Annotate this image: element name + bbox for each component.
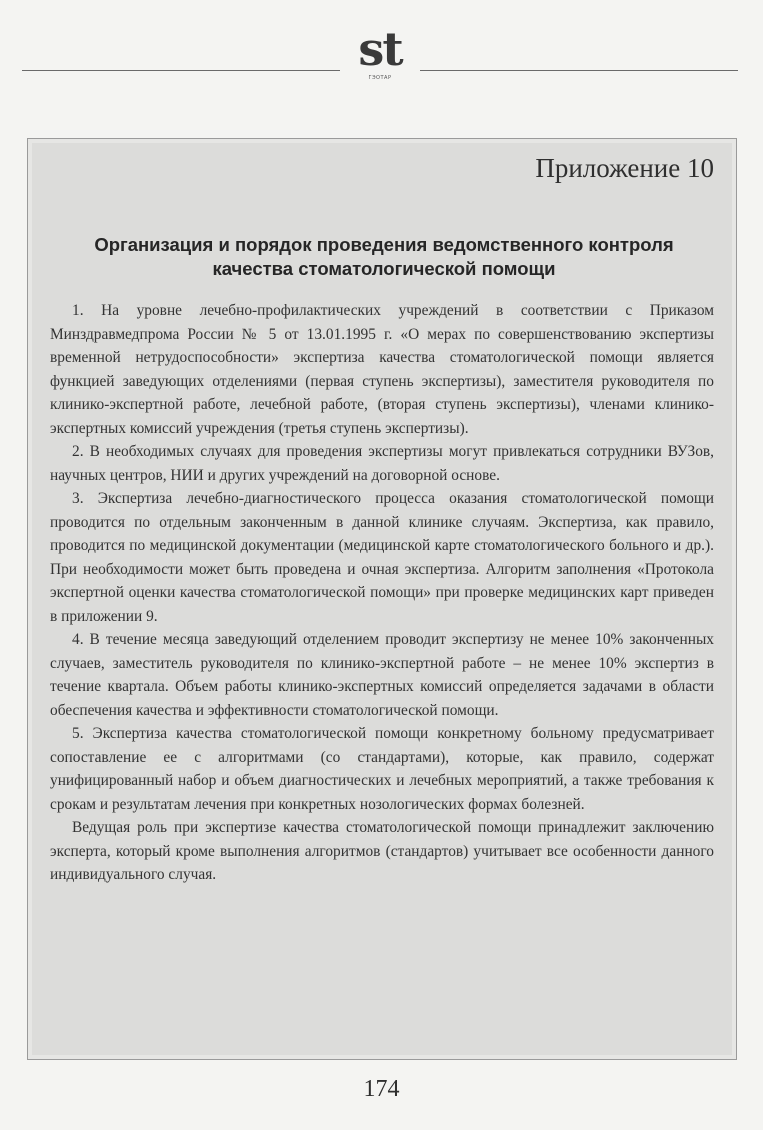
logo-mark: st	[358, 22, 402, 76]
header-rule-right	[420, 70, 738, 71]
paragraph-4: 4. В течение месяца заведующий отделением проводит экспертизу не менее 10% законченных случаев, заместитель руководителя по клинико-экспертной работе – не менее 10% экспертиз в течение квартала. Объем работы клинико-экспертных комиссий определяется задачами в области обеспечения качества и эффективности стоматологической помощи.	[50, 631, 714, 719]
page-number: 174	[363, 1076, 400, 1102]
logo-subtext: ГЭОТАР	[368, 75, 392, 81]
document-title: Организация и порядок проведения ведомственного контроля качества стоматологической помощи	[94, 234, 674, 279]
publisher-logo	[340, 18, 420, 98]
content-panel	[27, 138, 737, 1060]
paragraph-1: 1. На уровне лечебно-профилактических учреждений в соответствии с Приказом Минздравмедпрома России № 5 от 13.01.1995 г. «О мерах по совершенствованию экспертизы временной нетрудоспособности» экспертиза качества стоматологической помощи является функцией заведующих отделениями (первая ступень экспертизы), заместителя руководителя по клинико-экспертной работе, лечебной работе, (вторая ступень экспертизы), членами клинико-экспертных комиссий учреждения (третья ступень экспертизы).	[50, 302, 714, 437]
body-text	[50, 299, 714, 887]
paragraph-5: 5. Экспертиза качества стоматологической помощи конкретному больному предусматривает сопоставление ее с алгоритмами (со стандартами), которые, как правило, содержат унифицированный набор и объем диагностических и лечебных мероприятий, а также требования к срокам и результатам лечения при конкретных нозологических формах болезней.	[50, 725, 714, 813]
paragraph-3: 3. Экспертиза лечебно-диагностического процесса оказания стоматологической помощи проводится по отдельным законченным в данной клинике случаям. Экспертиза, как правило, проводится по медицинской документации (медицинской карте стоматологического больного и др.). При необходимости может быть проведена и очная экспертиза. Алгоритм заполнения «Протокола экспертной оценки качества стоматологической помощи» при проверке медицинских карт приведен в приложении 9.	[50, 490, 714, 625]
paragraph-2: 2. В необходимых случаях для проведения экспертизы могут привлекаться сотрудники ВУЗов, научных центров, НИИ и других учреждений на договорной основе.	[50, 443, 714, 484]
appendix-label: Приложение 10	[535, 153, 714, 183]
paragraph-6: Ведущая роль при экспертизе качества стоматологической помощи принадлежит заключению эксперта, который кроме выполнения алгоритмов (стандартов) учитывает все особенности данного индивидуального случая.	[50, 819, 714, 883]
header-rule-left	[22, 70, 340, 71]
